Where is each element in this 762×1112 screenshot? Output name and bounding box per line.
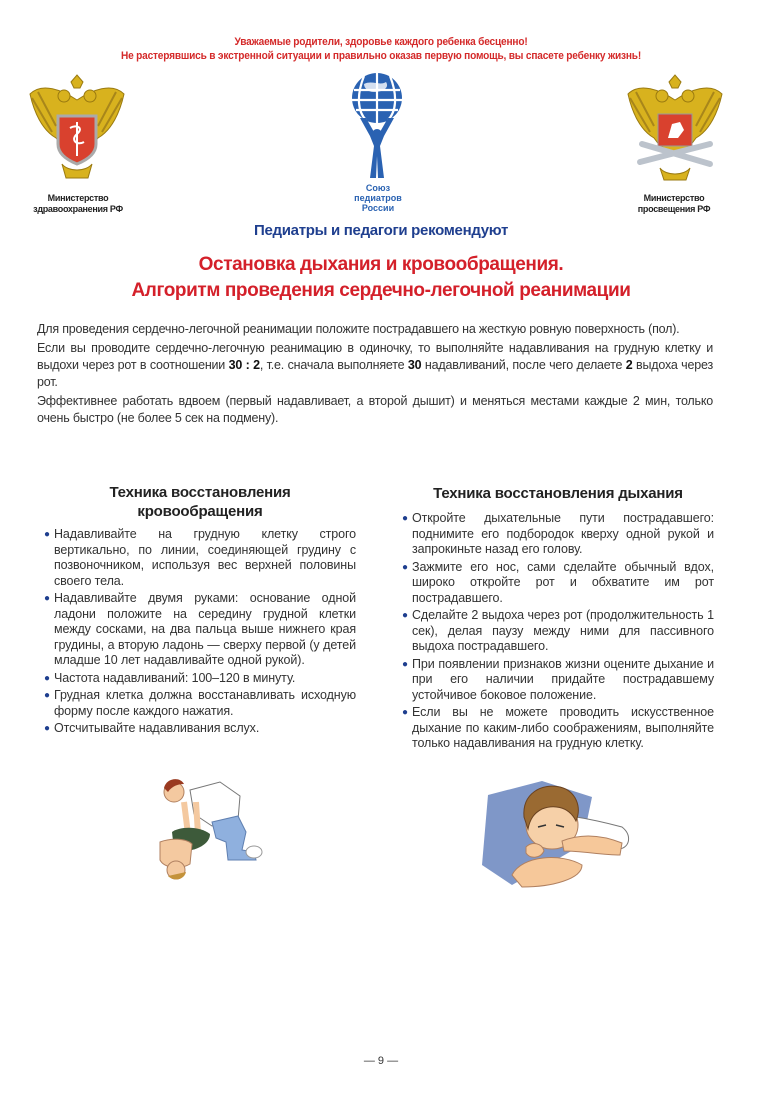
bullet-icon: ● (44, 672, 50, 684)
list-item: ● Частота надавливаний: 100–120 в минуту. (44, 670, 296, 685)
page-number: — 9 — (363, 1055, 399, 1067)
bullet-icon: ● (44, 529, 50, 540)
bullet-icon: ● (44, 723, 50, 734)
title-line-1: Остановка дыхания и кровообращения. (198, 254, 564, 275)
intro-text (37, 321, 713, 429)
list-item: ● Откройте дыхательные пути пострадавшего: поднимите его подбородок кверху одной рукой и запрокиньте назад его голову. (402, 511, 714, 556)
list-item: ● Если вы не можете проводить искусственное дыхание по каким-либо соображениям, выполняйте только надавливания на грудную клетку. (402, 705, 714, 750)
bullet-icon: ● (44, 690, 50, 701)
circulation-list (44, 527, 356, 737)
list-item: ● Зажмите его нос, сами сделайте обычный вдох, широко откройте рот и обхватите им рот пострадавшего. (402, 559, 714, 605)
union-of-pediatricians-globe-icon (346, 70, 408, 182)
bullet-icon: ● (44, 593, 50, 604)
bullet-icon: ● (402, 658, 408, 670)
bullet-icon: ● (402, 707, 408, 718)
health-ministry-label: Министерство здравоохранения РФ (33, 193, 123, 214)
breathing-title: Техника восстановления дыхания (433, 485, 683, 502)
bullet-icon: ● (402, 513, 408, 524)
page-title (0, 252, 762, 304)
coat-of-arms-education-ministry-icon (620, 72, 730, 184)
breathing-section (402, 484, 714, 754)
list-item: ● Сделайте 2 выдоха через рот (продолжительность 1 сек), делая паузу между ними для пассивного выдоха пострадавшего. (402, 608, 714, 653)
header-line-2: Не растерявшись в экстренной ситуации и правильно оказав первую помощь, вы спасете ребенку жизнь! (120, 50, 642, 62)
header-line-1: Уважаемые родители, здоровье каждого ребенка бесценно! (234, 36, 528, 48)
circulation-title: Техника восстановления кровообращения (109, 484, 291, 520)
pediatricians-union-label: Союз педиатров России (354, 183, 402, 213)
intro-paragraph-3: Эффективнее работать вдвоем (первый надавливает, а второй дышит) и меняться местами каждые 2 мин, только очень быстро (не более 5 сек на подмену). (37, 394, 713, 425)
list-item: ● При появлении признаков жизни оцените дыхание и при его наличии придайте пострадавшему устойчивое боковое положение. (402, 656, 714, 702)
list-item: ● Отсчитывайте надавливания вслух. (44, 721, 260, 735)
intro-paragraph-2: Если вы проводите сердечно-легочную реанимацию в одиночку, то выполняйте надавливания на грудную клетку и выдохи через рот в соотношении 30 : 2, т.е. сначала выполняете 30 надавливаний, после чего делаете 2 выдоха через рот. (37, 341, 713, 389)
breathing-list (402, 511, 714, 752)
title-line-2: Алгоритм проведения сердечно-легочной реанимации (131, 280, 631, 301)
list-item: ● Надавливайте двумя руками: основание одной ладони положите на середину грудной клетки между сосками, на два пальца выше нижнего края грудины, а вторую ладонь — сверху первой (у детей младше 10 лет надавливайте одной рукой). (44, 591, 356, 667)
rescue-breathing-icon (472, 775, 637, 895)
bullet-icon: ● (402, 561, 408, 573)
list-item: ● Грудная клетка должна восстанавливать исходную форму после каждого нажатия. (44, 688, 356, 718)
list-item: ● Надавливайте на грудную клетку строго вертикально, по линии, соединяющей грудину с позвоночником, используя вес верхней половины своего тела. (44, 527, 356, 588)
chest-compression-illustration (150, 772, 270, 887)
pediatricians-union-logo (346, 70, 408, 187)
rescue-breathing-illustration (472, 775, 637, 900)
education-ministry-logo (620, 72, 730, 189)
health-ministry-logo (22, 72, 132, 189)
intro-paragraph-1: Для проведения сердечно-легочной реанимации положите пострадавшего на жесткую ровную поверхность (пол). (37, 322, 680, 336)
coat-of-arms-health-ministry-icon (22, 72, 132, 184)
bullet-icon: ● (402, 610, 408, 621)
circulation-section (44, 483, 356, 739)
cpr-compression-icon (150, 772, 270, 882)
recommend-heading: Педиатры и педагоги рекомендуют (253, 222, 508, 239)
education-ministry-label: Министерство просвещения РФ (637, 193, 711, 214)
